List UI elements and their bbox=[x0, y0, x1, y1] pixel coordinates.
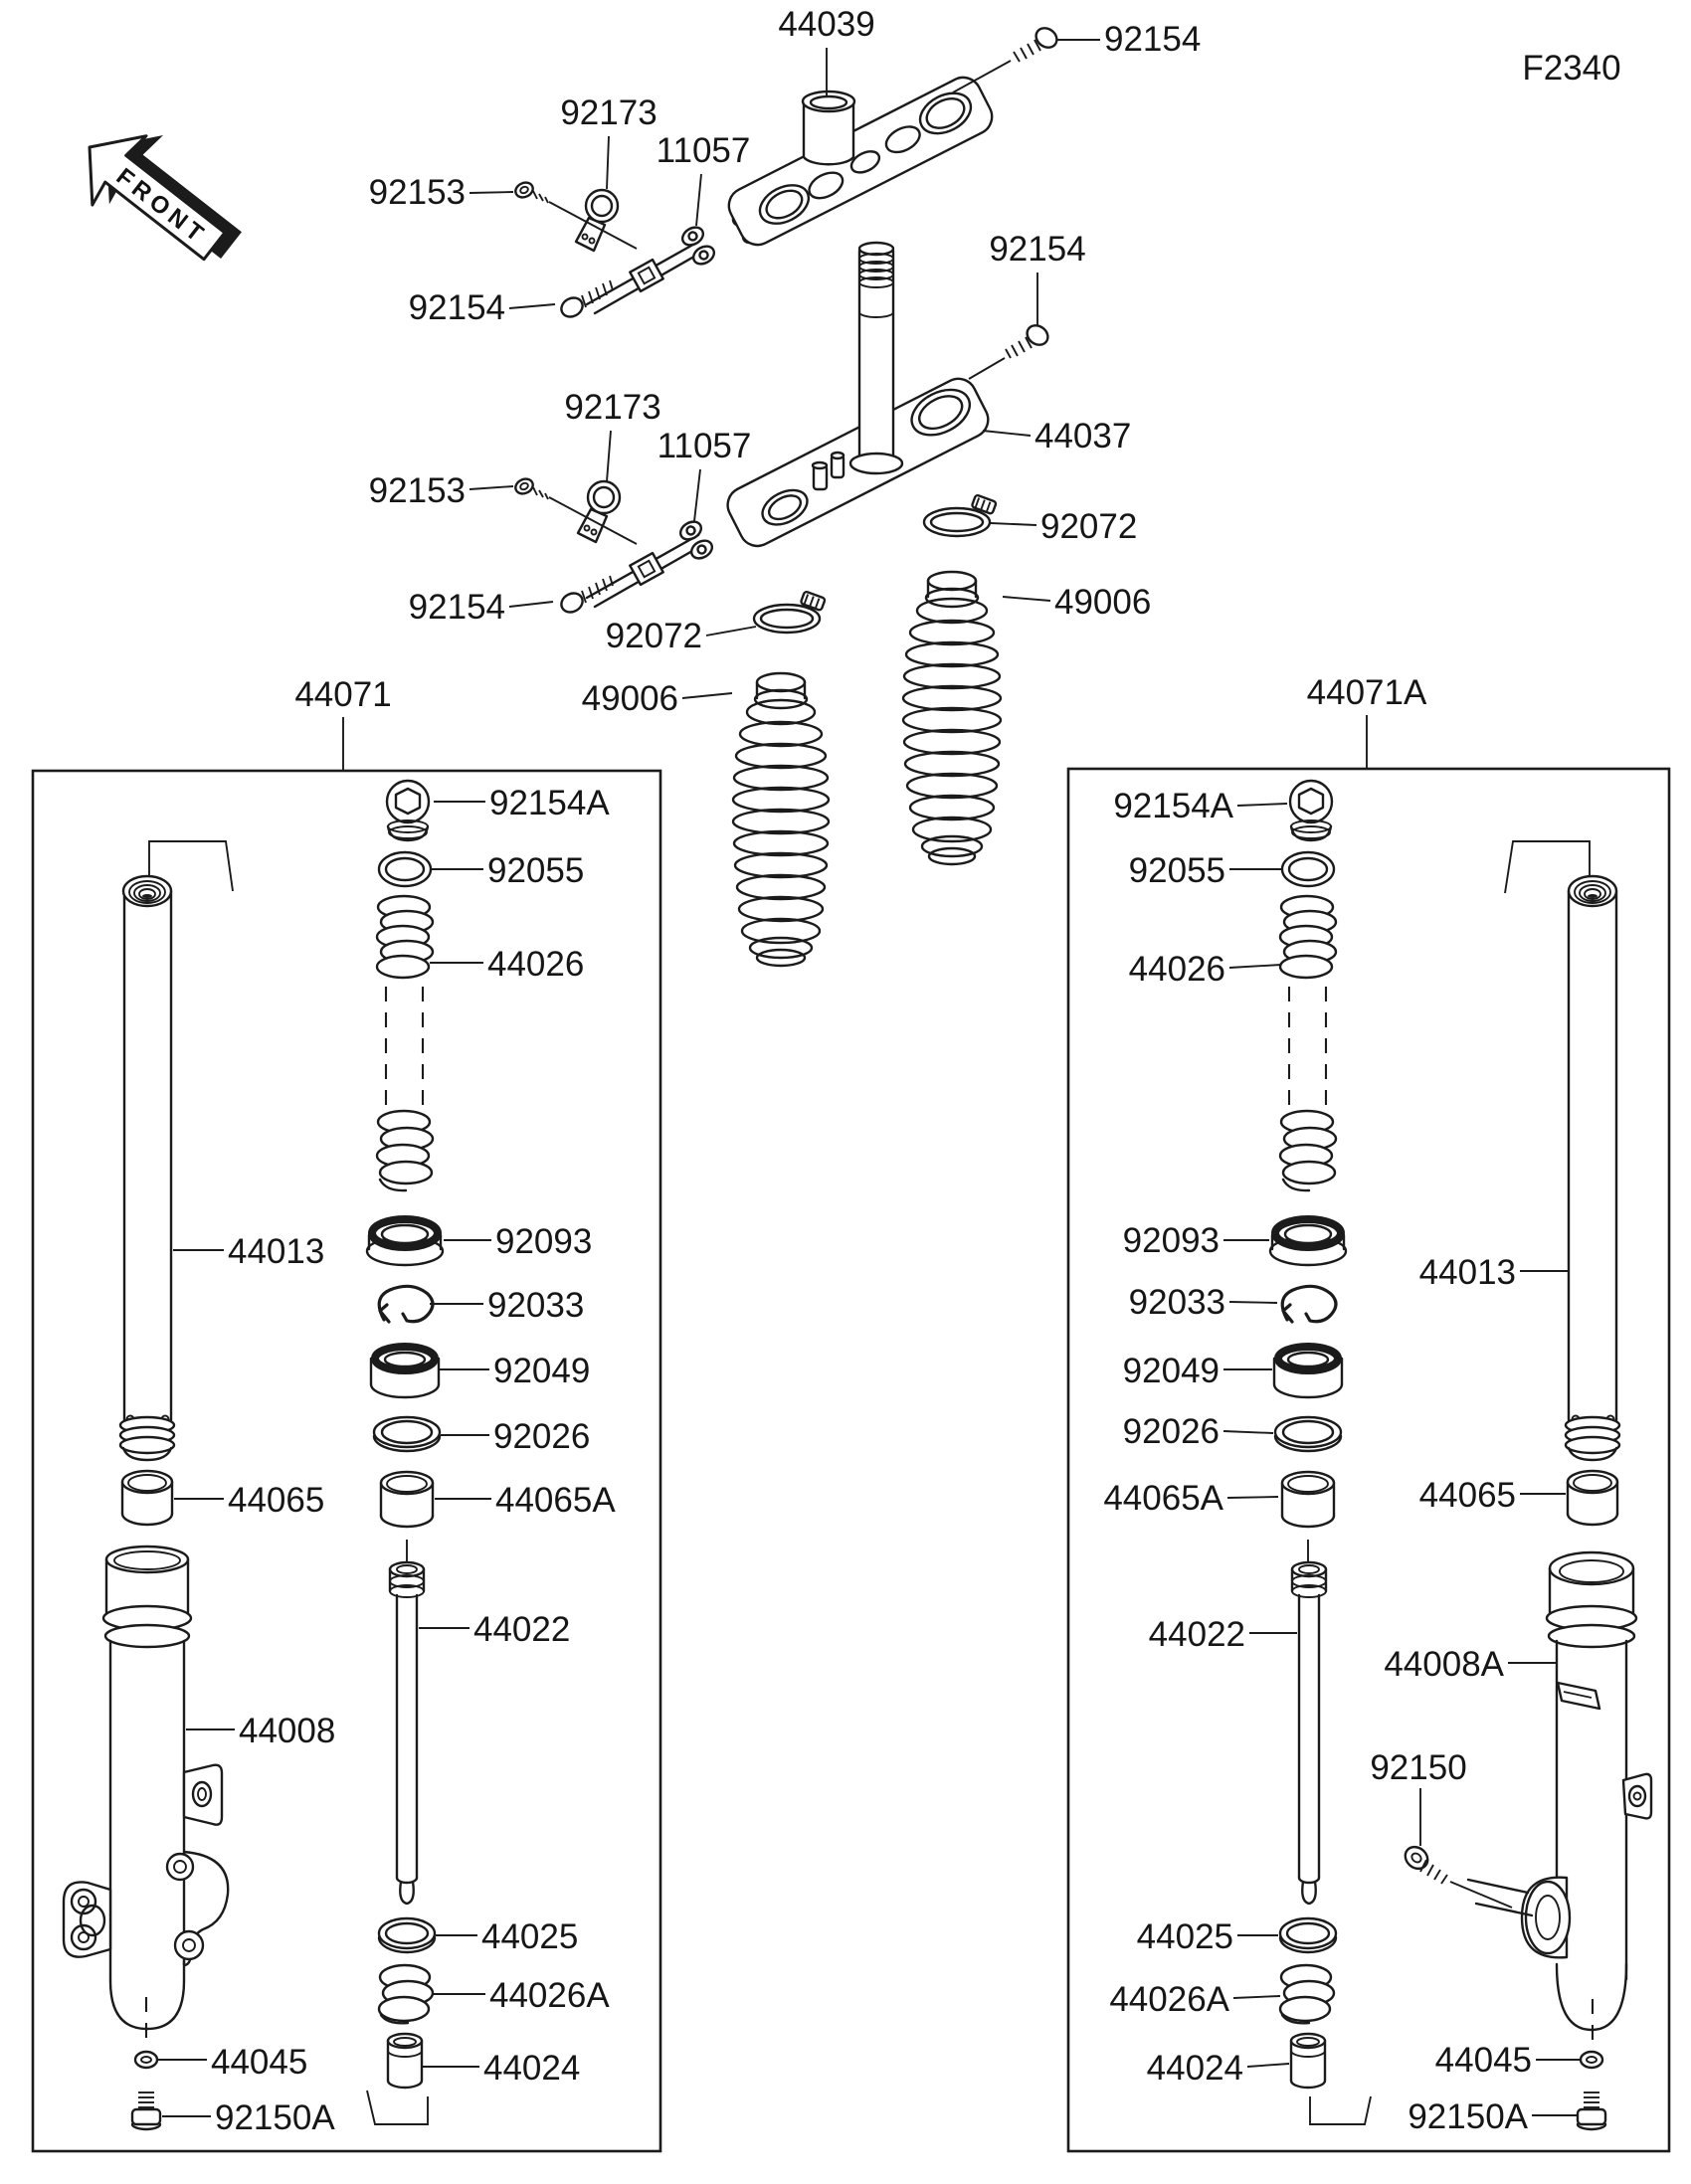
callout-44026a-left: 44026A bbox=[489, 1976, 610, 2015]
callout-92055-left: 92055 bbox=[487, 851, 585, 890]
bolt-92154-lower-left bbox=[558, 576, 613, 616]
damper-rod-44022-right bbox=[1292, 1562, 1326, 1904]
washer-92026-right bbox=[1275, 1417, 1341, 1451]
callout-92049-right: 92049 bbox=[1122, 1352, 1220, 1390]
boot-clamp-92072-left bbox=[754, 591, 826, 633]
clip-92033-right bbox=[1282, 1286, 1336, 1322]
callout-92154-upper-left: 92154 bbox=[408, 288, 505, 327]
bushing-44065a-right bbox=[1282, 1472, 1334, 1527]
front-direction-arrow bbox=[63, 104, 259, 288]
cylinder-44024-left bbox=[388, 2034, 422, 2088]
callout-44039: 44039 bbox=[778, 5, 875, 44]
plug-92154a-left bbox=[387, 781, 429, 840]
callout-44065a-right: 44065A bbox=[1103, 1479, 1223, 1518]
ring-44025-left bbox=[379, 1918, 435, 1952]
callout-92153-upper: 92153 bbox=[368, 173, 466, 212]
callout-92150-right: 92150 bbox=[1370, 1748, 1467, 1787]
callout-92154a-left: 92154A bbox=[489, 784, 610, 822]
clamp-92173-lower bbox=[578, 481, 620, 542]
bolt-92150-right bbox=[1401, 1843, 1512, 1908]
bolt-92154-upper-left bbox=[558, 280, 613, 320]
callout-44022-right: 44022 bbox=[1148, 1615, 1245, 1654]
screw-92153-upper bbox=[513, 180, 637, 249]
spring-44026-left bbox=[377, 896, 433, 1190]
callout-92033-left: 92033 bbox=[487, 1286, 585, 1325]
bolt-92150a-left bbox=[132, 2093, 160, 2129]
callout-49006-right: 49006 bbox=[1054, 583, 1152, 622]
ring-44025-right bbox=[1280, 1918, 1336, 1952]
callout-11057-lower: 11057 bbox=[657, 427, 752, 465]
callout-11057-upper: 11057 bbox=[656, 131, 751, 170]
callout-44022-left: 44022 bbox=[473, 1610, 571, 1649]
callout-92093-right: 92093 bbox=[1122, 1221, 1220, 1260]
callout-44025-right: 44025 bbox=[1136, 1917, 1233, 1956]
sub-bracket-right bbox=[1310, 2096, 1371, 2124]
spring-44026a-right bbox=[1280, 1965, 1334, 2023]
callout-44013-left: 44013 bbox=[228, 1232, 325, 1271]
oring-92055-right bbox=[1282, 852, 1334, 886]
callout-92153-lower: 92153 bbox=[368, 471, 466, 510]
page-code: F2340 bbox=[1522, 49, 1621, 88]
outer-tube-44008a-right bbox=[1468, 1552, 1651, 2049]
callout-44008a-right: 44008A bbox=[1384, 1645, 1504, 1684]
callout-44065-left: 44065 bbox=[228, 1481, 325, 1520]
spring-44026-right bbox=[1280, 896, 1336, 1190]
callout-92154-lower-left: 92154 bbox=[408, 588, 505, 627]
inner-tube-44013-left bbox=[120, 876, 174, 1460]
spring-44026a-left bbox=[379, 1965, 433, 2023]
cylinder-44024-right bbox=[1291, 2034, 1325, 2088]
callout-92150a-right: 92150A bbox=[1408, 2097, 1528, 2136]
fork-boot-right-drawing bbox=[903, 572, 1001, 864]
callout-92026-right: 92026 bbox=[1122, 1412, 1220, 1451]
bolt-92150a-right bbox=[1578, 2093, 1605, 2129]
callout-44026-left: 44026 bbox=[487, 945, 585, 984]
callout-44065-right: 44065 bbox=[1418, 1476, 1516, 1515]
callout-44026a-right: 44026A bbox=[1109, 1980, 1229, 2019]
oring-92055-left bbox=[379, 852, 431, 886]
bushing-44065a-left bbox=[381, 1472, 433, 1527]
lower-triple-clamp-drawing bbox=[721, 243, 994, 552]
sub-bracket-left bbox=[367, 2091, 428, 2124]
washer-44045-left bbox=[135, 2052, 157, 2068]
callout-92072-left: 92072 bbox=[605, 617, 702, 655]
callout-44037: 44037 bbox=[1034, 417, 1132, 455]
callout-44071: 44071 bbox=[294, 675, 392, 714]
callout-44025-left: 44025 bbox=[481, 1917, 579, 1956]
callout-44024-right: 44024 bbox=[1146, 2049, 1243, 2088]
callout-92049-left: 92049 bbox=[493, 1352, 591, 1390]
callout-44013-right: 44013 bbox=[1418, 1253, 1516, 1292]
inner-tube-44013-right bbox=[1566, 876, 1619, 1460]
plug-92154a-right bbox=[1290, 781, 1332, 840]
bushing-44065-right bbox=[1568, 1471, 1617, 1525]
upper-triple-clamp-drawing bbox=[723, 72, 999, 252]
callout-44045-left: 44045 bbox=[211, 2043, 308, 2082]
front-label: FRONT bbox=[110, 162, 213, 251]
callout-44045-right: 44045 bbox=[1434, 2041, 1532, 2080]
washer-92026-left bbox=[374, 1417, 440, 1451]
callout-92173-lower: 92173 bbox=[564, 388, 661, 427]
screw-92153-lower bbox=[513, 476, 637, 544]
damper-rod-44022-left bbox=[390, 1562, 424, 1904]
boot-clamp-92072-right bbox=[924, 494, 997, 536]
seal-92093-right bbox=[1270, 1219, 1346, 1265]
callout-92072-right: 92072 bbox=[1040, 507, 1138, 546]
callout-44065a-left: 44065A bbox=[495, 1481, 616, 1520]
oil-seal-92049-right bbox=[1274, 1347, 1342, 1397]
callout-92154-top: 92154 bbox=[1104, 20, 1202, 59]
washer-44045-right bbox=[1581, 2052, 1602, 2068]
left-box-drawings bbox=[64, 781, 443, 2129]
callout-92173-upper: 92173 bbox=[560, 93, 658, 132]
seal-92093-left bbox=[367, 1219, 443, 1265]
bolt-92154-mid bbox=[969, 321, 1051, 379]
callout-92154-mid: 92154 bbox=[989, 230, 1086, 269]
callout-92033-right: 92033 bbox=[1128, 1283, 1225, 1322]
callout-92150a-left: 92150A bbox=[215, 2098, 335, 2137]
outer-tube-44008-left bbox=[64, 1547, 228, 2049]
callout-44026-right: 44026 bbox=[1128, 950, 1225, 989]
callout-49006-left: 49006 bbox=[581, 679, 678, 718]
callout-92154a-right: 92154A bbox=[1113, 787, 1233, 825]
bushing-44065-left bbox=[122, 1471, 172, 1525]
right-box-drawings bbox=[1270, 781, 1651, 2129]
oil-seal-92049-left bbox=[371, 1347, 439, 1397]
callout-44071a: 44071A bbox=[1306, 673, 1427, 712]
callout-92093-left: 92093 bbox=[495, 1222, 593, 1261]
callout-44008-left: 44008 bbox=[239, 1712, 336, 1750]
clip-92033-left bbox=[379, 1286, 433, 1322]
fork-boot-left-drawing bbox=[733, 673, 829, 966]
callout-44024-left: 44024 bbox=[483, 2049, 581, 2088]
callout-92055-right: 92055 bbox=[1128, 851, 1225, 890]
callout-92026-left: 92026 bbox=[493, 1417, 591, 1456]
